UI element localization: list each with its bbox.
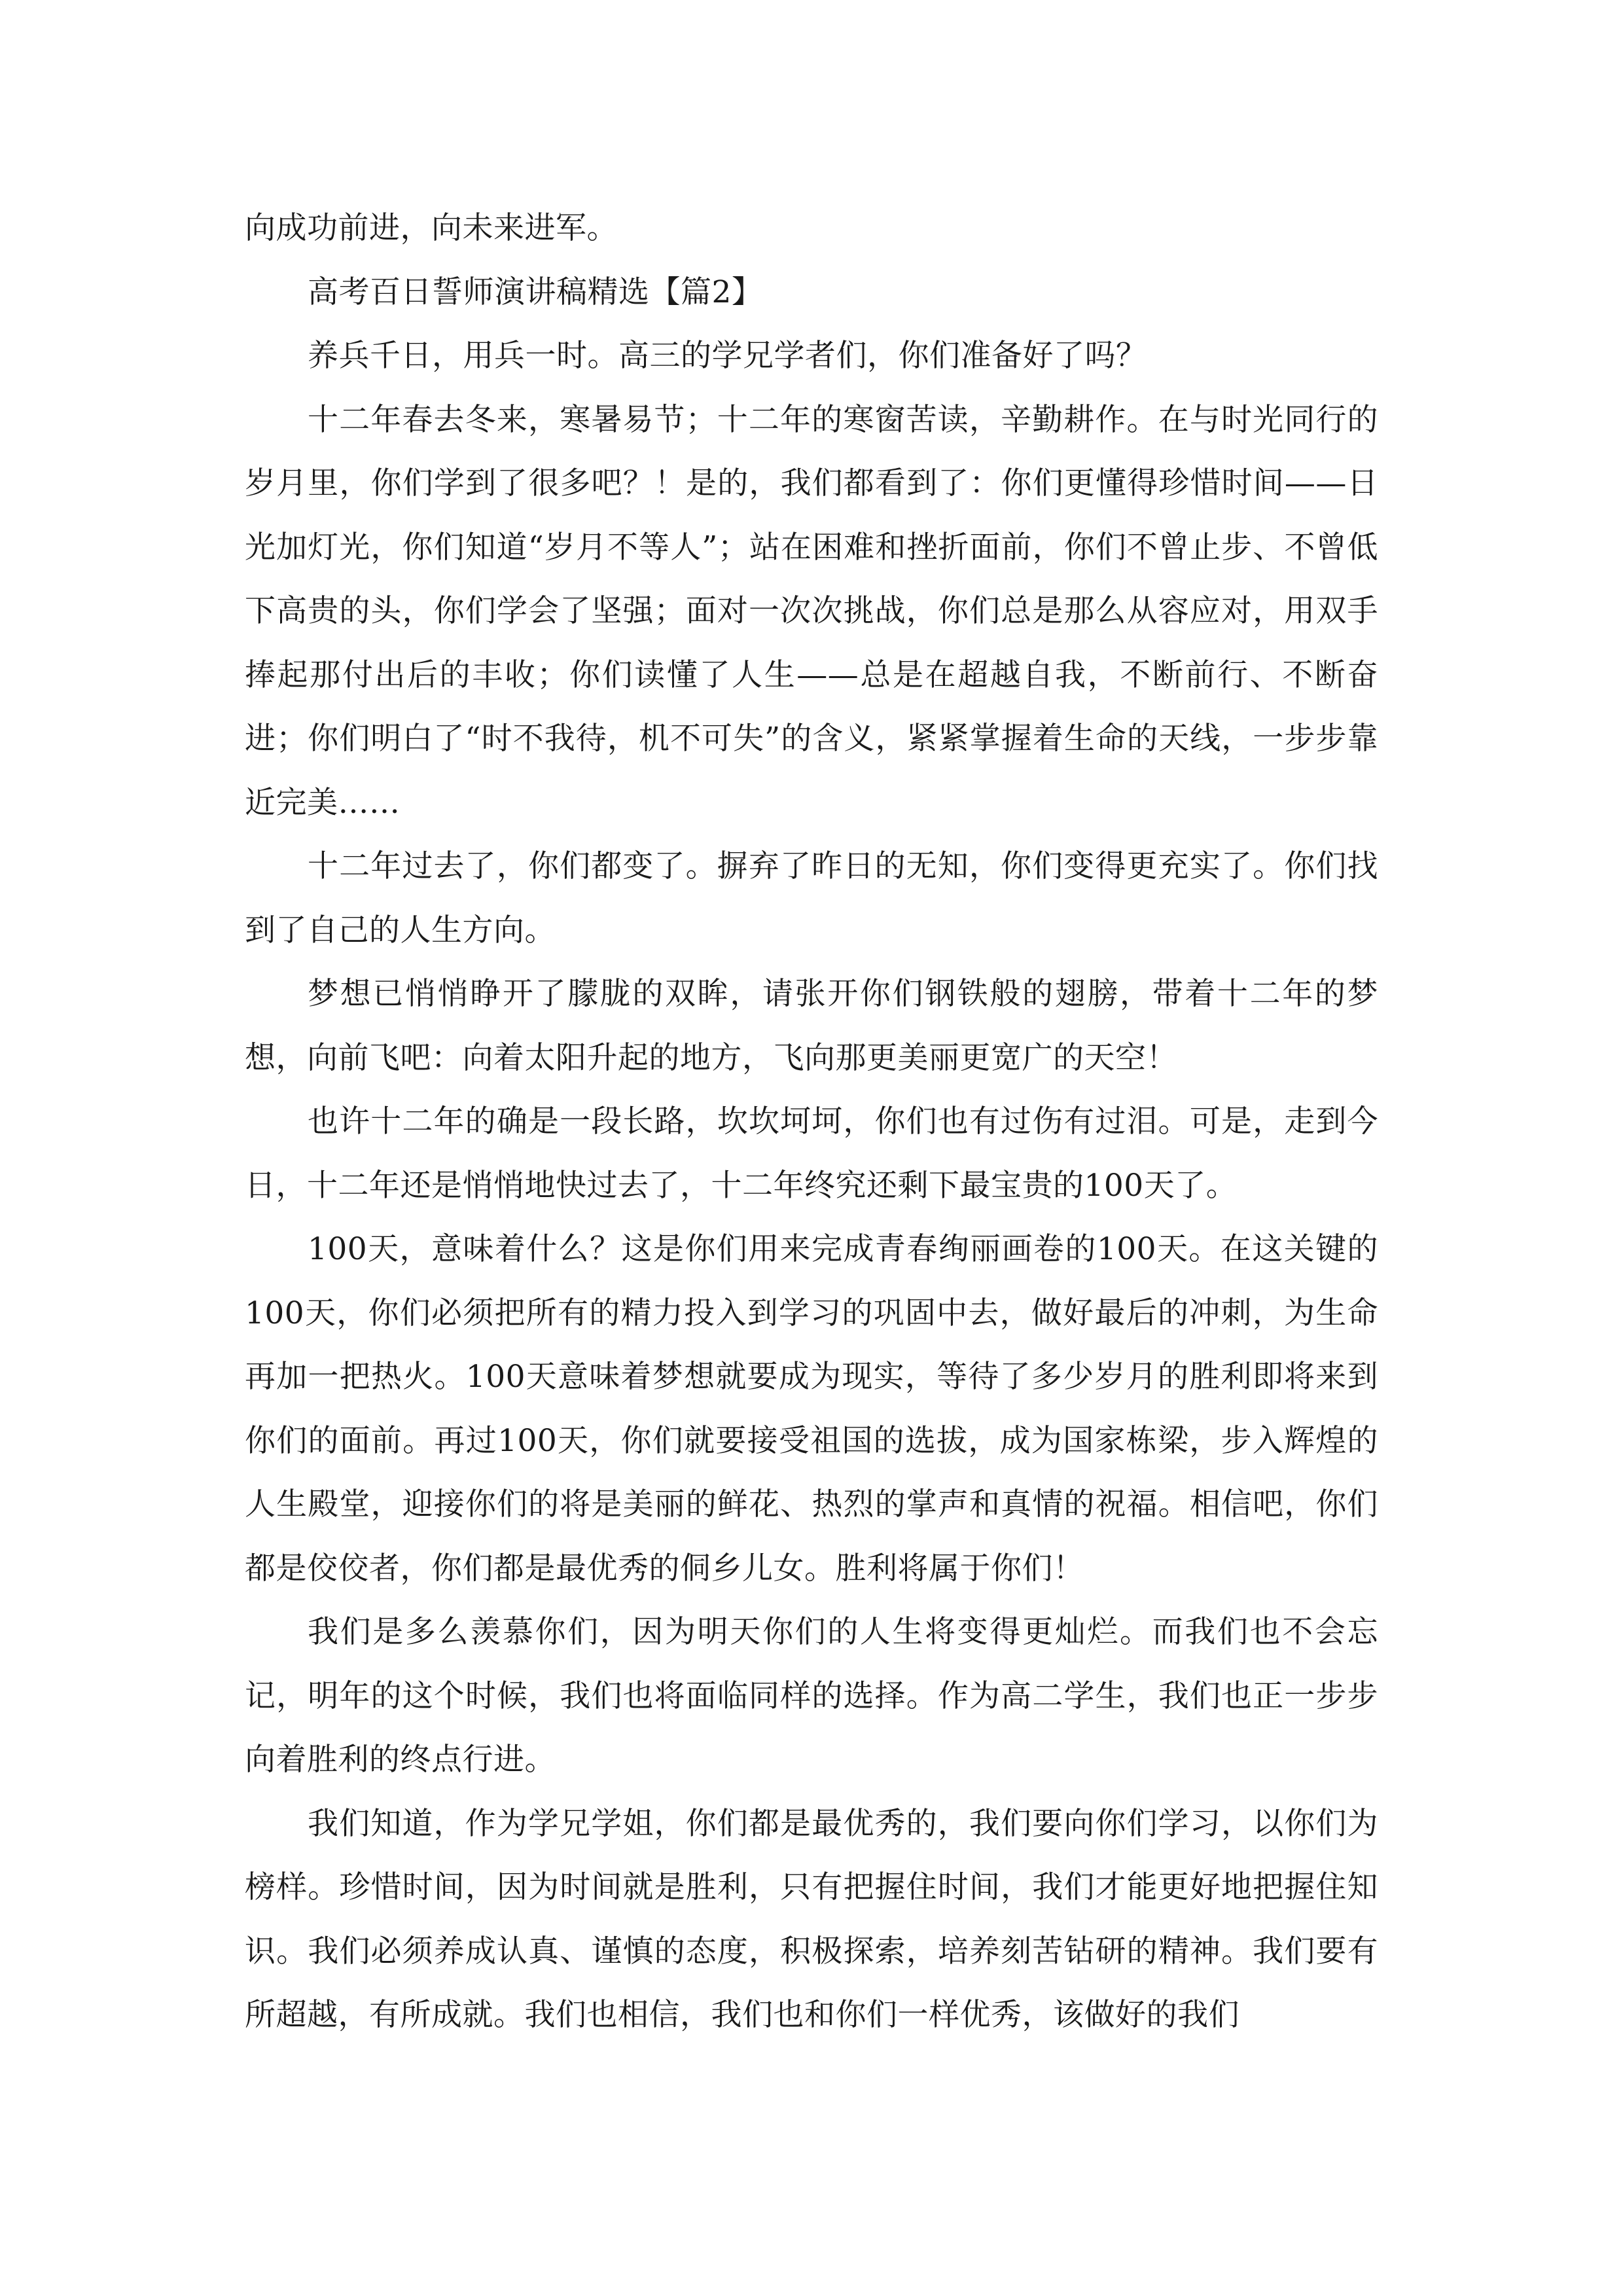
paragraph: 我们知道，作为学兄学姐，你们都是最优秀的，我们要向你们学习，以你们为榜样。珍惜时间，因为时间就是胜利，只有把握住时间，我们才能更好地把握住知识。我们必须养成认真、谨慎的态度，积极探索，培养刻苦钻研的精神。我们要有所超越，有所成就。我们也相信，我们也和你们一样优秀，该做好的我们 (245, 1805, 1378, 2033)
paragraph: 我们是多么羡慕你们，因为明天你们的人生将变得更灿烂。而我们也不会忘记，明年的这个时候，我们也将面临同样的选择。作为高二学生，我们也正一步步向着胜利的终点行进。 (245, 1614, 1378, 1778)
paragraph: 也许十二年的确是一段长路，坎坎坷坷，你们也有过伤有过泪。可是，走到今日，十二年还是悄悄地快过去了，十二年终究还剩下最宝贵的100天了。 (245, 1103, 1378, 1204)
section-heading: 高考百日誓师演讲稿精选【篇2】 (308, 274, 763, 310)
paragraph: 十二年过去了，你们都变了。摒弃了昨日的无知，你们变得更充实了。你们找到了自己的人生方向。 (245, 848, 1378, 948)
paragraph: 十二年春去冬来，寒暑易节；十二年的寒窗苦读，辛勤耕作。在与时光同行的岁月里，你们学到了很多吧？！是的，我们都看到了：你们更懂得珍惜时间——日光加灯光，你们知道“岁月不等人”；站在困难和挫折面前，你们不曾止步、不曾低下高贵的头，你们学会了坚强；面对一次次挑战，你们总是那么从容应对，用双手捧起那付出后的丰收；你们读懂了人生——总是在超越自我，不断前行、不断奋进；你们明白了“时不我待，机不可失”的含义，紧紧掌握着生命的天线，一步步靠近完美…… (245, 401, 1378, 821)
paragraph: 100天，意味着什么？这是你们用来完成青春绚丽画卷的100天。在这关键的100天，你们必须把所有的精力投入到学习的巩固中去，做好最后的冲刺，为生命再加一把热火。100天意味着梦想就要成为现实，等待了多少岁月的胜利即将来到你们的面前。再过100天，你们就要接受祖国的选拔，成为国家栋梁，步入辉煌的人生殿堂，迎接你们的将是美丽的鲜花、热烈的掌声和真情的祝福。相信吧，你们都是佼佼者，你们都是最优秀的侗乡儿女。胜利将属于你们！ (245, 1231, 1378, 1587)
paragraph-closing-line: 向成功前进，向未来进军。 (245, 210, 618, 246)
document-body (245, 196, 1378, 2047)
paragraph: 梦想已悄悄睁开了朦胧的双眸，请张开你们钢铁般的翅膀，带着十二年的梦想，向前飞吧：向着太阳升起的地方，飞向那更美丽更宽广的天空！ (245, 976, 1378, 1076)
paragraph: 养兵千日，用兵一时。高三的学兄学者们，你们准备好了吗？ (308, 338, 1147, 374)
